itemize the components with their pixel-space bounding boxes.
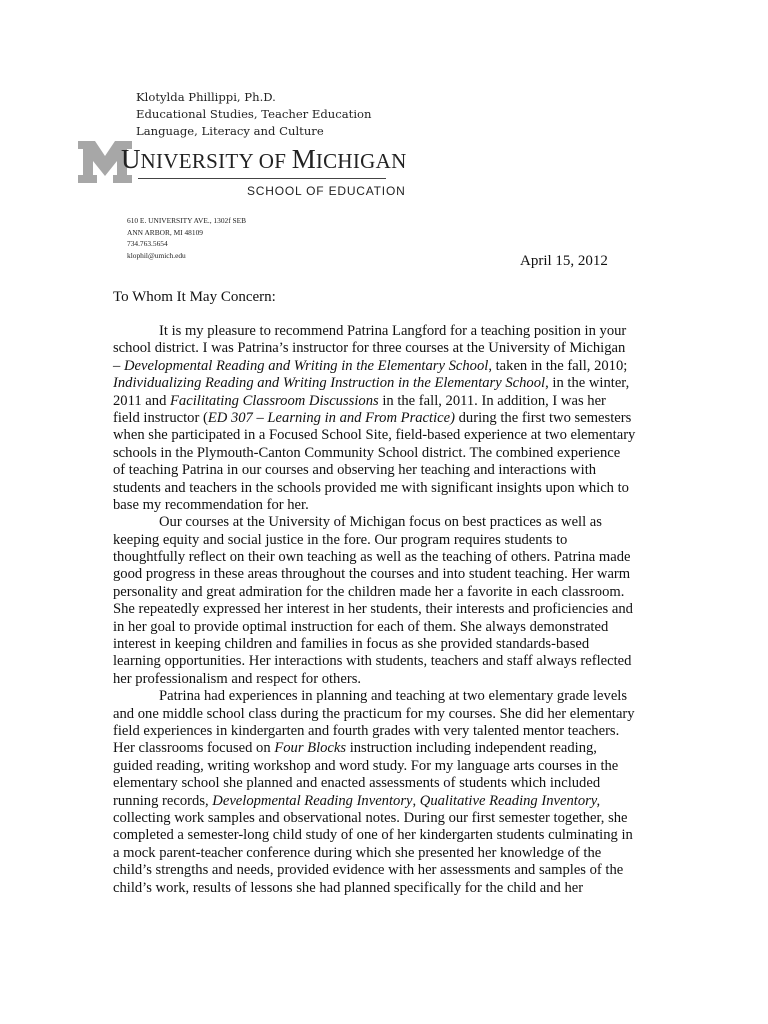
school-name: SCHOOL OF EDUCATION xyxy=(247,184,406,198)
text-run: , in the winter, xyxy=(545,375,630,392)
text-run: Our courses at the University of Michigan focus on best practices as well as xyxy=(159,514,602,531)
body-line xyxy=(113,827,673,844)
body-line xyxy=(113,393,673,410)
text-run: field experiences in kindergarten and fourth grades with very talented mentor teachers. xyxy=(113,722,620,739)
text-run: learning opportunities. Her interactions with students, teachers and staff always reflected xyxy=(113,653,632,670)
text-run: base my recommendation for her. xyxy=(113,496,309,513)
text-run: students and teachers in the schools provided me with significant insights upon which to xyxy=(113,479,629,496)
italic-title: Facilitating Classroom Discussions xyxy=(170,392,379,409)
text-run: thoughtfully reflect on their own teaching as well as the teaching of others. Patrina made xyxy=(113,549,631,566)
body-line xyxy=(113,323,673,340)
body-line xyxy=(113,549,673,566)
body-line xyxy=(113,532,673,549)
body-line xyxy=(113,375,673,392)
body-line xyxy=(113,445,673,462)
text-run: , xyxy=(412,792,420,809)
salutation: To Whom It May Concern: xyxy=(113,289,276,305)
text-run: of teaching Patrina in our courses and observing her teaching and interactions with xyxy=(113,462,597,479)
text-run: during the first two semesters xyxy=(454,409,632,426)
letter-date: April 15, 2012 xyxy=(520,253,608,269)
italic-title: Developmental Reading and Writing in the Elementary School xyxy=(123,357,489,374)
body-line xyxy=(113,688,673,705)
body-line xyxy=(113,880,673,897)
address-line: 610 E. UNIVERSITY AVE., 1302f SEB xyxy=(127,216,247,225)
body-line xyxy=(113,480,673,497)
body-line xyxy=(113,601,673,618)
letterhead-rule xyxy=(138,178,386,179)
sender-department: Educational Studies, Teacher Education xyxy=(136,106,372,121)
text-run: completed a semester-long child study of one of her kindergarten students culminating in xyxy=(113,827,633,844)
text-run: field instructor ( xyxy=(113,409,208,426)
text-run: elementary school she planned and enacted assessments of students which included xyxy=(113,775,601,792)
university-name: UNIVERSITY OF MICHIGAN xyxy=(121,144,407,174)
italic-title: Qualitative Reading Inventory, xyxy=(419,792,601,809)
phone-line: 734.763.5654 xyxy=(127,239,168,249)
text-run: – xyxy=(113,357,124,374)
text-run: child’s strengths and needs, provided evidence with her assessments and samples of the xyxy=(113,862,624,879)
body-line xyxy=(113,671,673,688)
text-run: running records, xyxy=(113,792,213,809)
text-run: Patrina had experiences in planning and teaching at two elementary grade levels xyxy=(159,688,628,705)
body-line xyxy=(113,775,673,792)
body-line xyxy=(113,845,673,862)
text-run: child’s work, results of lessons she had planned specifically for the child and her xyxy=(113,879,584,896)
text-run: 2011 and xyxy=(113,392,171,409)
body-line xyxy=(113,584,673,601)
body-line xyxy=(113,619,673,636)
body-line xyxy=(113,462,673,479)
address-block xyxy=(127,215,246,261)
body-line xyxy=(113,723,673,740)
text-run: guided reading, writing workshop and word study. For my language arts courses in the xyxy=(113,757,619,774)
text-run: when she participated in a Focused School Site, field-based experience at two elementary xyxy=(113,427,636,444)
text-run: collecting work samples and observational notes. During our first semester together, she xyxy=(113,809,628,826)
text-run: keeping equity and social justice in the fore. Our program requires students to xyxy=(113,531,568,548)
body-line xyxy=(113,706,673,723)
body-line xyxy=(113,653,673,670)
text-run: She repeatedly expressed her interest in her students, their interests and proficiencies and xyxy=(113,601,633,618)
italic-title: ED 307 – Learning in and From Practice) xyxy=(207,409,455,426)
body-line xyxy=(113,427,673,444)
text-run: , taken in the fall, 2010; xyxy=(488,357,628,374)
letter-body xyxy=(113,323,673,897)
sender-program: Language, Literacy and Culture xyxy=(136,123,324,138)
address-line: ANN ARBOR, MI 48109 xyxy=(127,227,203,237)
body-line xyxy=(113,740,673,757)
text-run: in her goal to provide optimal instruction for each of them. She always demonstrated xyxy=(113,618,609,635)
body-line xyxy=(113,340,673,357)
italic-title: Developmental Reading Inventory xyxy=(212,792,413,809)
body-line xyxy=(113,566,673,583)
text-run: interest in keeping children and families in focus as she provided standards-based xyxy=(113,636,590,653)
text-run: a mock parent-teacher conference during which she presented her knowledge of the xyxy=(113,844,602,861)
email-line: klophil@umich.edu xyxy=(127,250,186,260)
text-run: school district. I was Patrina’s instructor for three courses at the University of Michigan xyxy=(113,340,626,357)
text-run: personality and great admiration for the children made her a favorite in each classroom. xyxy=(113,583,625,600)
text-run: her professionalism and respect for others. xyxy=(113,670,362,687)
body-line xyxy=(113,636,673,653)
text-run: in the fall, 2011. In addition, I was her xyxy=(378,392,606,409)
body-line xyxy=(113,410,673,427)
text-run: schools in the Plymouth-Canton Community School district. The combined experience xyxy=(113,444,621,461)
body-line xyxy=(113,862,673,879)
text-run: Her classrooms focused on xyxy=(113,740,275,757)
italic-title: Individualizing Reading and Writing Instruction in the Elementary School xyxy=(113,375,546,392)
body-line xyxy=(113,514,673,531)
text-run: It is my pleasure to recommend Patrina Langford for a teaching position in your xyxy=(159,323,627,339)
sender-block xyxy=(136,89,371,139)
italic-title: Four Blocks xyxy=(274,740,347,757)
body-line xyxy=(113,810,673,827)
text-run: and one middle school class during the practicum for my courses. She did her elementary xyxy=(113,705,635,722)
body-line xyxy=(113,358,673,375)
body-line xyxy=(113,497,673,514)
text-run: instruction including independent reading, xyxy=(346,740,597,757)
body-line xyxy=(113,793,673,810)
body-line xyxy=(113,758,673,775)
sender-name: Klotylda Phillippi, Ph.D. xyxy=(136,90,276,104)
text-run: good progress in these areas throughout the courses and into student teaching. Her warm xyxy=(113,566,631,583)
